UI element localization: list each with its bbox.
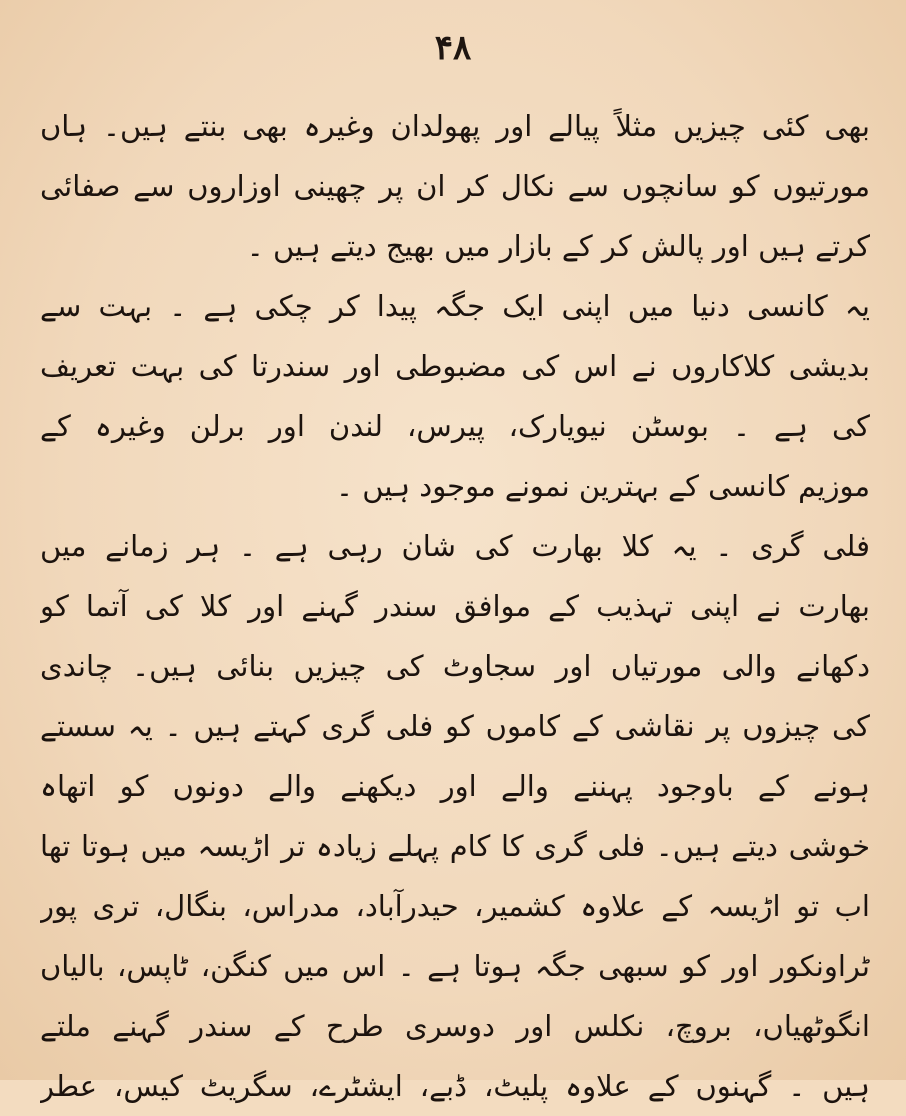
text-line: بھارت نے اپنی تہذیب کے موافق سندر گہنے اور کلا کی آتما کو [40,589,870,623]
text-line: فلی گری ۔ یہ کلا بھارت کی شان رہی ہے ۔ ہر زمانے میں [40,529,870,563]
text-line: موزیم کانسی کے بہترین نمونے موجود ہیں ۔ [336,469,870,503]
text-line: دکھانے والی مورتیاں اور سجاوٹ کی چیزیں بنائی ہیں۔ چاندی [40,649,870,683]
text-line: ہیں ۔ گہنوں کے علاوہ پلیٹ، ڈبے، ایشٹرے، سگریٹ کیس، عطر [40,1069,870,1103]
text-line: ٹراونکور اور کو سبھی جگہ ہوتا ہے ۔ اس میں کنگن، ٹاپس، بالیاں [40,949,870,983]
text-line: بھی کئی چیزیں مثلاً پیالے اور پھولدان وغیرہ بھی بنتے ہیں۔ ہاں [40,109,870,143]
page-number: ۴۸ [434,28,472,68]
text-line: بدیشی کلاکاروں نے اس کی مضبوطی اور سندرتا کی بہت تعریف [40,349,870,383]
text-line: اب تو اڑیسہ کے علاوہ کشمیر، حیدرآباد، مدراس، بنگال، تری پور [40,889,870,923]
text-line: ہونے کے باوجود پہننے والے اور دیکھنے والے دونوں کو اتھاہ [40,769,870,803]
text-line: انگوٹھیاں، بروچ، نکلس اور دوسری طرح کے سندر گہنے ملتے [40,1009,870,1043]
text-line: مورتیوں کو سانچوں سے نکال کر ان پر چھینی اوزاروں سے صفائی [40,169,870,203]
text-line: یہ کانسی دنیا میں اپنی ایک جگہ پیدا کر چکی ہے ۔ بہت سے [40,289,870,323]
text-line: کی چیزوں پر نقاشی کے کاموں کو فلی گری کہتے ہیں ۔ یہ سستے [40,709,870,743]
text-line: کی ہے ۔ بوسٹن نیویارک، پیرس، لندن اور برلن وغیرہ کے [40,409,870,443]
text-line: خوشی دیتے ہیں۔ فلی گری کا کام پہلے زیادہ تر اڑیسہ میں ہوتا تھا [40,829,870,863]
page-body-text [40,96,870,1116]
text-line: کرتے ہیں اور پالش کر کے بازار میں بھیج دیتے ہیں ۔ [246,229,870,263]
